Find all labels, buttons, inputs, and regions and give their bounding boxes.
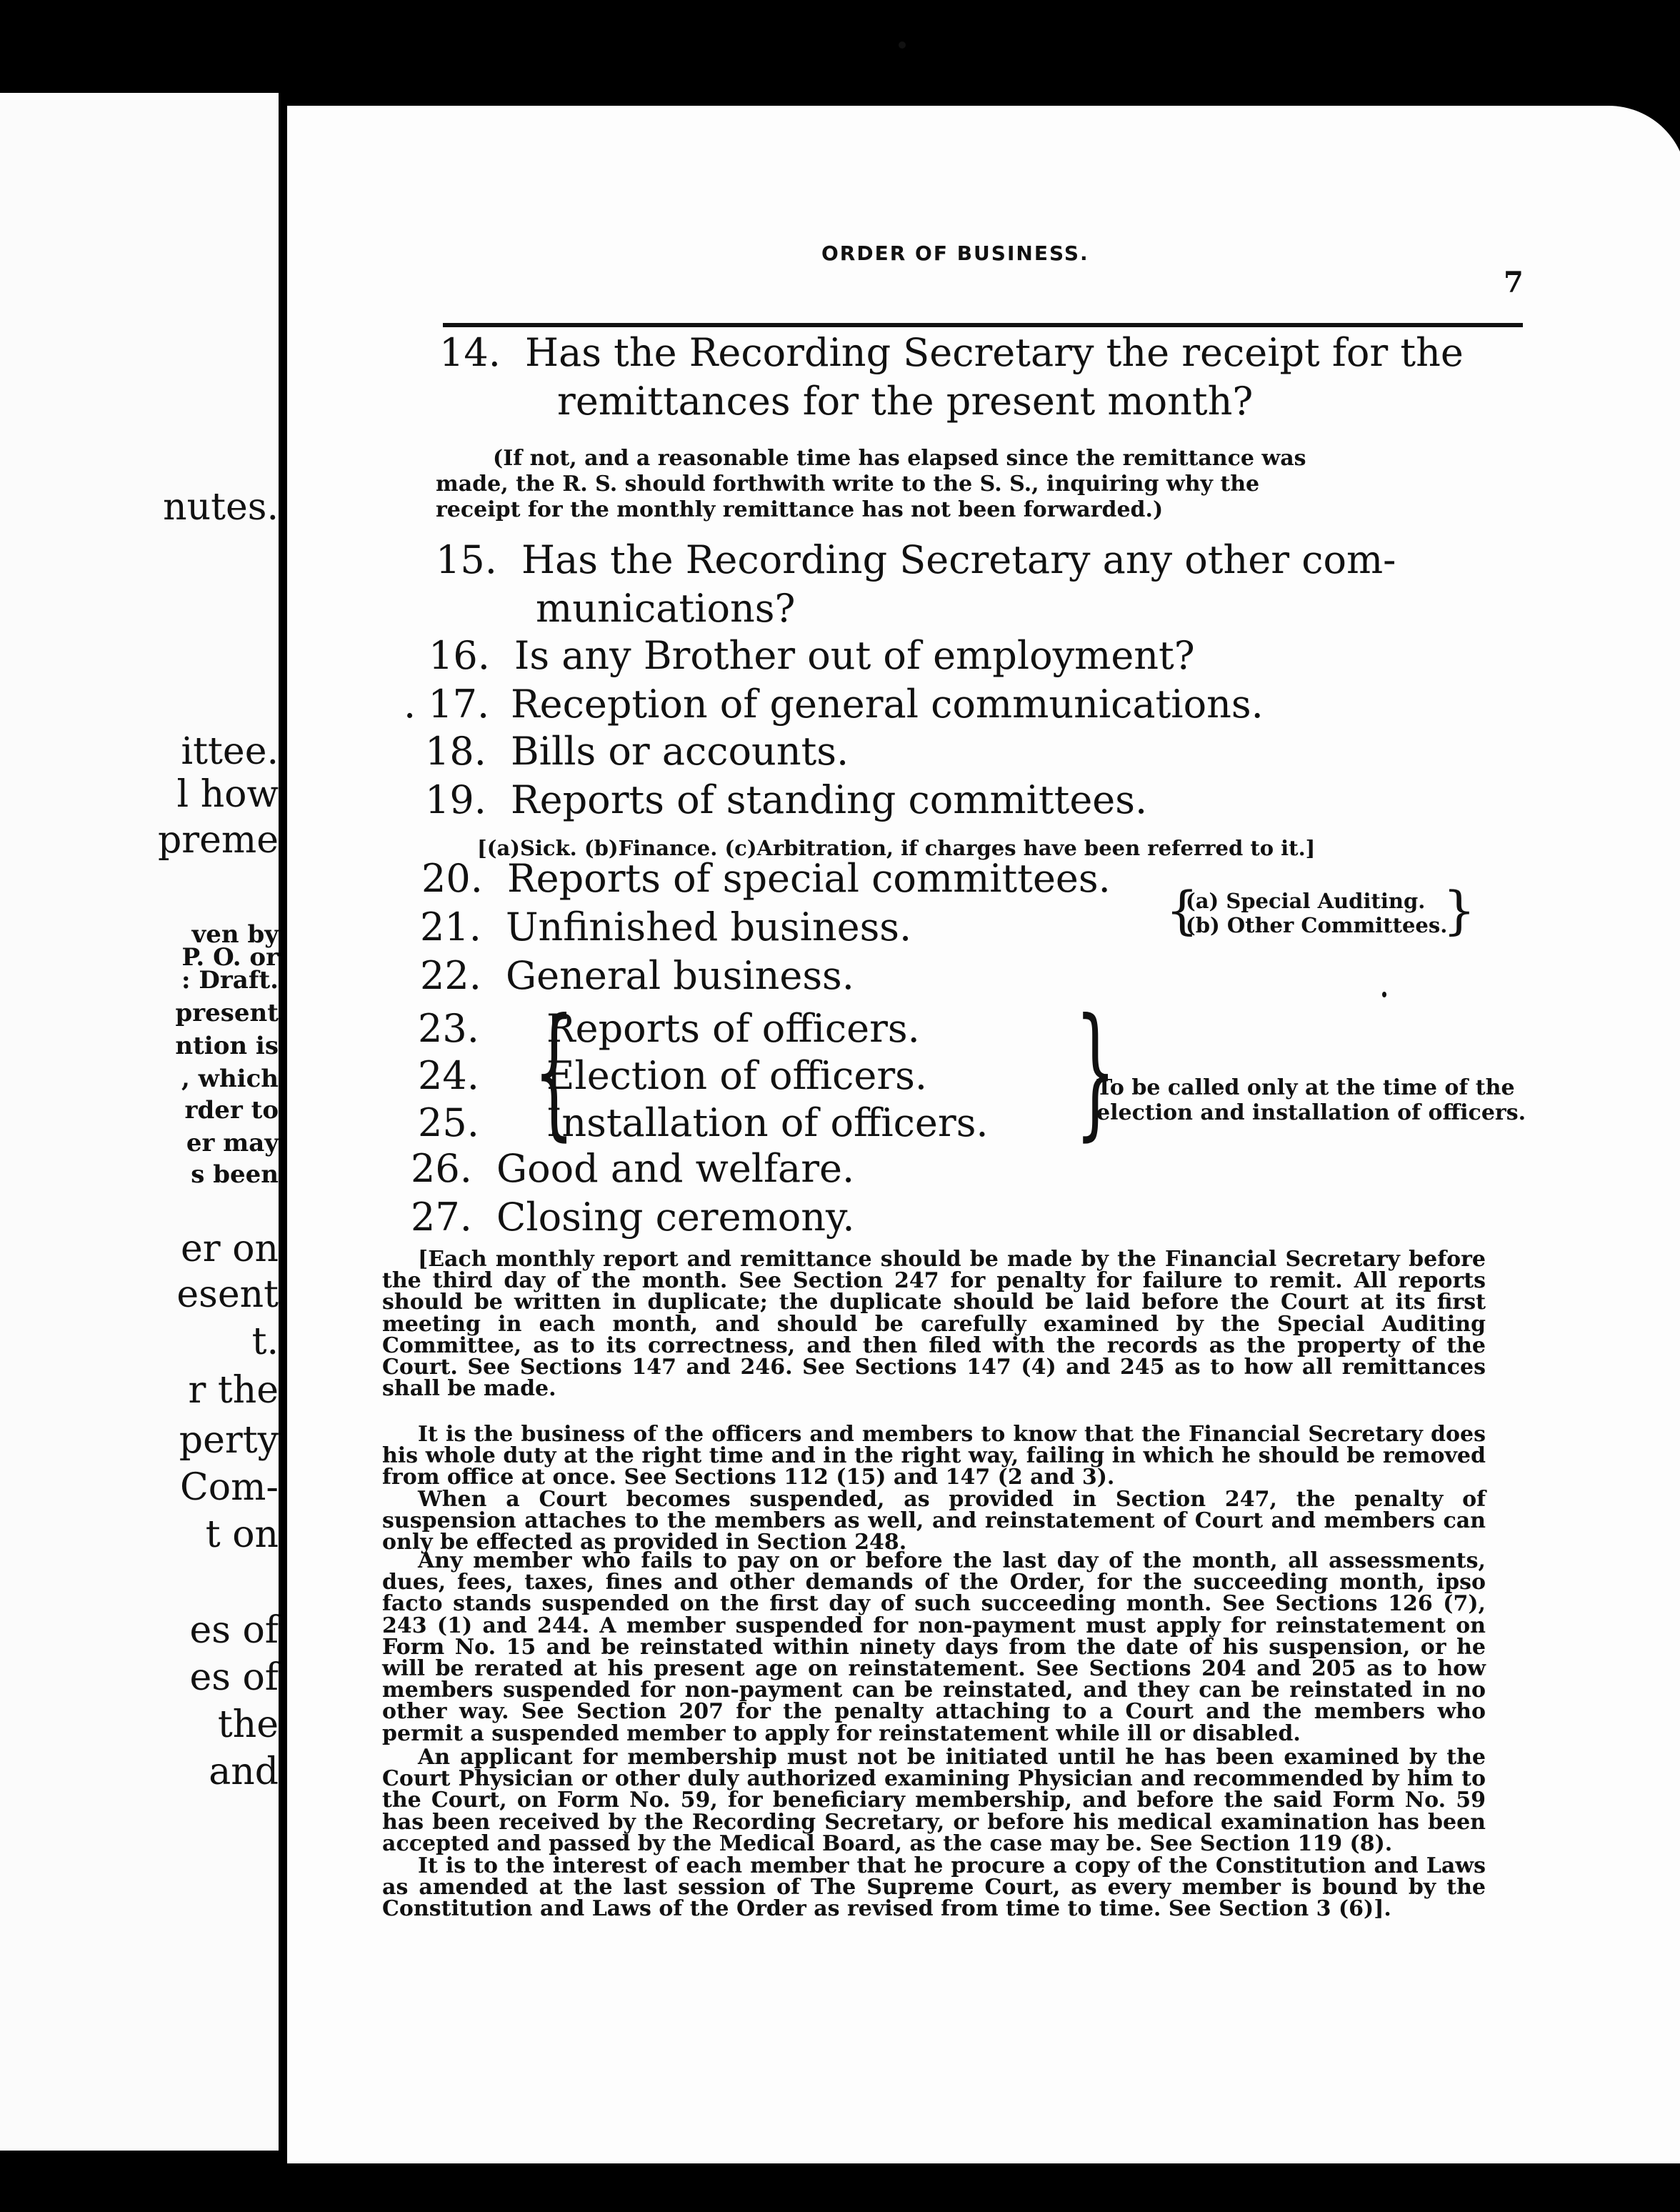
item-number: 22.	[420, 953, 481, 998]
item-text: Installation of officers.	[546, 1100, 989, 1145]
left-page-fragment: ven by	[191, 920, 279, 949]
paragraph-text: Any member who fails to pay on or before the last day of the month, all assessments, dues, fees, taxes, fines and other demands of the Order, for the succeeding month, ipso facto stands suspended on the first day of such succeeding month. See Sections 126 (7), 243 (1) and 244. A member suspended for non-payment must apply for reinstatement on Form No. 15 and be reinstated within ninety days from the date of his suspension, or he will be rerated at his present age on reinstatement. See Sections 204 and 205 as to how members suspended for non-payment can be reinstated, and they can be reinstated in no other way. See Section 207 for the penalty attaching to a Court and the members who permit a suspended member to apply for reinstatement while ill or disabled.	[382, 1548, 1486, 1746]
left-page-fragment: s been	[191, 1160, 279, 1189]
paragraph-text: It is the business of the officers and members to know that the Financial Secretary does his whole duty at the right time and in the right way, failing in which he should be removed from office at once. See Sections 112 (15) and 147 (2 and 3).	[382, 1422, 1486, 1490]
item-23	[418, 1006, 920, 1051]
paragraph-text: It is to the interest of each member that he procure a copy of the Constitution and Laws as amended at the last session of The Supreme Court, as every member is bound by the Constitution and Laws of the Order as revised from time to time. See Section 3 (6)].	[382, 1853, 1486, 1922]
item-27	[411, 1195, 855, 1240]
paragraph-text: An applicant for membership must not be initiated until he has been examined by the Court Physician or other duly authorized examining Physician and recommended by him to the Court, on Form No. 59, for beneficiary membership, and before the said Form No. 59 has been received by the Recording Secretary, or before his medical examination has been accepted and passed by the Medical Board, as the case may be. See Section 119 (8).	[382, 1745, 1486, 1856]
left-page-fragment: and	[209, 1750, 279, 1793]
note-14-line-3: receipt for the monthly remittance has not been forwarded.)	[436, 497, 1164, 522]
item-26	[411, 1146, 854, 1191]
right-brace: }	[1443, 880, 1476, 940]
header-rule	[443, 323, 1523, 327]
item-15	[436, 537, 1396, 582]
item-25	[418, 1100, 989, 1145]
left-page-fragment: t.	[251, 1320, 279, 1363]
item-text: Closing ceremony.	[496, 1195, 855, 1240]
group-right-brace: }	[1074, 988, 1116, 1155]
paragraph-text: [Each monthly report and remittance should be made by the Financial Secretary before the third day of the month. See Section 247 for penalty for failure to remit. All reports should be written in duplicate; the duplicate should be laid before the Court at its first meeting in each month, and should be carefully examined by the Special Auditing Committee, as to its correctness, and then filed with the records as the property of the Court. See Sections 147 and 246. See Sections 147 (4) and 245 as to how all remittances shall be made.	[382, 1247, 1486, 1402]
left-page-fragment: l how	[176, 773, 279, 816]
item-text: Election of officers.	[546, 1053, 928, 1098]
item-number: 24.	[418, 1053, 479, 1098]
item-20-sub-b: (b) Other Committees.	[1186, 913, 1448, 937]
item-text: Unfinished business.	[506, 905, 912, 950]
item-19-subcommittees: [(a)Sick. (b)Finance. (c)Arbitration, if charges have been referred to it.]	[477, 836, 1316, 860]
item-text: Has the Recording Secretary the receipt for the	[525, 330, 1464, 375]
item-number: 18.	[425, 729, 486, 774]
item-22	[420, 953, 854, 998]
item-24	[418, 1053, 927, 1098]
group-note-line-1: To be called only at the time of the	[1096, 1075, 1515, 1100]
item-number: 23.	[418, 1006, 479, 1051]
note-14-line-2: made, the R. S. should forthwith write to the S. S., inquiring why the	[436, 472, 1260, 497]
item-number: . 17.	[404, 682, 490, 727]
left-page-fragment: r the	[188, 1369, 279, 1412]
item-number: 16.	[429, 633, 490, 678]
item-text: Bills or accounts.	[511, 729, 849, 774]
left-page-fragment: esent	[176, 1273, 279, 1316]
item-number: 19.	[425, 777, 486, 822]
item-text: Reports of officers.	[546, 1006, 920, 1051]
paragraph-2	[382, 1424, 1486, 1489]
left-page-fragment: er on	[181, 1227, 279, 1270]
left-page-fragment: ntion is	[175, 1032, 279, 1060]
item-text: Good and welfare.	[496, 1146, 855, 1191]
group-note-line-2: election and installation of officers.	[1096, 1100, 1526, 1125]
left-page-fragment: rder to	[184, 1096, 279, 1125]
item-text: Reports of special committees.	[507, 856, 1111, 901]
item-20-sub-a: (a) Special Auditing.	[1186, 889, 1426, 913]
item-text: Reception of general communications.	[511, 682, 1264, 727]
left-brace: {	[1166, 880, 1199, 940]
left-page-fragment: the	[217, 1703, 279, 1746]
item-18	[425, 729, 849, 774]
item-17	[404, 682, 1264, 727]
item-number: 27.	[411, 1195, 472, 1240]
left-page-fragment: t on	[205, 1513, 279, 1556]
item-number: 20.	[421, 856, 483, 901]
paragraph-5	[382, 1747, 1486, 1855]
left-page-fragment: , which	[181, 1065, 279, 1093]
paragraph-1	[382, 1249, 1486, 1400]
left-page-fragment: es of	[189, 1656, 279, 1699]
item-number: 26.	[411, 1146, 472, 1191]
item-number: 14.	[439, 330, 501, 375]
paragraph-6	[382, 1855, 1486, 1920]
item-21	[420, 905, 911, 950]
left-page-fragment: P. O. or	[181, 943, 279, 972]
item-20	[421, 856, 1111, 901]
item-14-continued: remittances for the present month?	[557, 379, 1254, 424]
page-number: 7	[1504, 266, 1524, 299]
scan-speck	[1382, 992, 1386, 997]
item-16	[429, 633, 1195, 678]
item-text: Reports of standing committees.	[511, 777, 1148, 822]
scan-speck	[899, 41, 906, 49]
item-text: Has the Recording Secretary any other com-	[521, 537, 1396, 582]
left-page-fragment: present	[175, 999, 279, 1027]
item-14	[439, 330, 1464, 375]
left-page-fragment: Com-	[180, 1466, 279, 1509]
item-text: Is any Brother out of employment?	[514, 633, 1195, 678]
paragraph-3	[382, 1489, 1486, 1554]
left-page-fragment: preme	[158, 819, 279, 862]
item-15-continued: munications?	[536, 586, 796, 631]
left-page-fragment: es of	[189, 1609, 279, 1652]
left-page-fragment: : Draft.	[181, 966, 279, 995]
item-number: 15.	[436, 537, 497, 582]
item-19	[425, 777, 1147, 822]
running-head: ORDER OF BUSINESS.	[821, 241, 1089, 265]
paragraph-text: When a Court becomes suspended, as provided in Section 247, the penalty of suspension attaches to the members as well, and reinstatement of Court and members can only be effected as provided in Section 248.	[382, 1487, 1486, 1555]
item-number: 21.	[420, 905, 481, 950]
item-text: General business.	[506, 953, 854, 998]
left-page-fragment: ittee.	[181, 730, 279, 773]
left-page-fragment: perty	[179, 1419, 279, 1462]
note-14-line-1: (If not, and a reasonable time has elapsed since the remittance was	[493, 446, 1306, 471]
paragraph-4	[382, 1550, 1486, 1745]
left-page-fragment: nutes.	[163, 486, 279, 529]
item-number: 25.	[418, 1100, 479, 1145]
left-page-fragment: er may	[186, 1129, 279, 1157]
group-left-brace: {	[533, 988, 575, 1155]
